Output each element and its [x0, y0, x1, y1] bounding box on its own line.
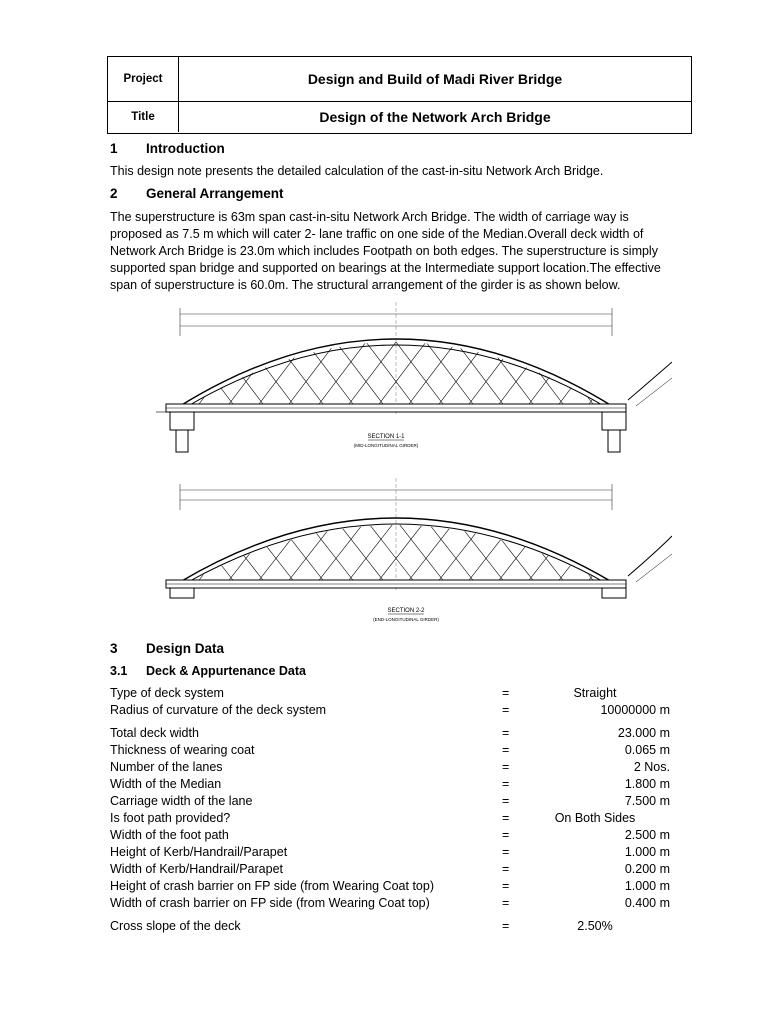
section-1-title-label: SECTION 1-1: [367, 434, 405, 440]
row-label: Radius of curvature of the deck system: [110, 703, 327, 717]
row-label: Thickness of wearing coat: [110, 743, 255, 757]
row-value: 1.000 m: [624, 845, 670, 859]
table-row: [110, 879, 670, 896]
row-equals: =: [502, 777, 510, 791]
section-3-number: 3: [110, 641, 118, 656]
row-label: Is foot path provided?: [110, 811, 231, 825]
table-row: [110, 726, 670, 743]
row-label: Number of the lanes: [110, 760, 223, 774]
row-equals: =: [502, 726, 510, 740]
section-1-title: Introduction: [146, 141, 225, 156]
section-2-elevation: [136, 456, 672, 622]
section-2-title-label: SECTION 2-2: [387, 608, 425, 614]
table-row: [110, 828, 670, 845]
section-2-number: 2: [110, 186, 118, 201]
paragraph-line: The superstructure is 63m span cast-in-situ Network Arch Bridge. The width of carriage way is: [110, 210, 629, 224]
row-value: 2.500 m: [624, 828, 670, 842]
row-label: Carriage width of the lane: [110, 794, 253, 808]
table-row: [110, 794, 670, 811]
section-3-1-number: 3.1: [110, 664, 128, 678]
row-label: Width of crash barrier on FP side (from Wearing Coat top): [110, 896, 430, 910]
row-value: 2.50%: [577, 919, 613, 933]
section-1-number: 1: [110, 141, 118, 156]
row-label: Width of Kerb/Handrail/Parapet: [110, 862, 284, 876]
row-label: Cross slope of the deck: [110, 919, 241, 933]
row-equals: =: [502, 811, 510, 825]
row-value: 10000000 m: [600, 703, 670, 717]
row-equals: =: [502, 743, 510, 757]
row-value: Straight: [573, 686, 617, 700]
section-1-elevation: [136, 296, 672, 452]
section-2-paragraph: [110, 209, 685, 294]
paragraph-line: span of superstructure is 60.0m. The structural arrangement of the girder is as shown below.: [110, 278, 621, 292]
title-row: [108, 101, 691, 132]
row-equals: =: [502, 845, 510, 859]
row-value: 0.400 m: [624, 896, 670, 910]
table-row: [110, 811, 670, 828]
row-label: Width of the foot path: [110, 828, 229, 842]
row-equals: =: [502, 760, 510, 774]
row-equals: =: [502, 703, 510, 717]
table-row: [110, 686, 670, 703]
section-1-subtitle-label: (MID-LONGITUDINAL GIRDER): [353, 443, 419, 448]
row-equals: =: [502, 794, 510, 808]
project-label: Project: [108, 57, 179, 101]
table-row: [110, 760, 670, 777]
section-3-title: Design Data: [146, 641, 225, 656]
section-2-title: General Arrangement: [146, 186, 284, 201]
paragraph-line: proposed as 7.5 m which will cater 2- lane traffic on one side of the Median.Overall deck width of: [110, 227, 644, 241]
row-value: 1.800 m: [624, 777, 670, 791]
row-value: 7.500 m: [624, 794, 670, 808]
paragraph-line: Network Arch Bridge is 23.0m which includes Footpath on both edges. The superstructure is simply: [110, 244, 658, 258]
row-value: 23.000 m: [617, 726, 670, 740]
section-3-1-title: Deck & Appurtenance Data: [146, 664, 306, 678]
header-table: [107, 56, 692, 134]
row-equals: =: [502, 686, 510, 700]
table-row: [110, 896, 670, 913]
title-value: Design of the Network Arch Bridge: [319, 108, 551, 125]
table-row: [110, 777, 670, 794]
row-value: 0.065 m: [624, 743, 670, 757]
row-value: 1.000 m: [624, 879, 670, 893]
table-row: [110, 703, 670, 720]
project-value: Design and Build of Madi River Bridge: [307, 71, 563, 87]
row-equals: =: [502, 862, 510, 876]
table-row: [110, 862, 670, 879]
row-equals: =: [502, 879, 510, 893]
section-2-subtitle-label: (END-LONGITUDINAL GIRDER): [373, 617, 439, 622]
row-equals: =: [502, 896, 510, 910]
row-label: Height of crash barrier on FP side (from Wearing Coat top): [110, 879, 434, 893]
title-label: Title: [108, 101, 179, 132]
section-1-text: This design note presents the detailed calculation of the cast-in-situ Network Arch Bridge.: [110, 164, 604, 178]
row-value: 0.200 m: [624, 862, 670, 876]
table-row: [110, 743, 670, 760]
row-equals: =: [502, 828, 510, 842]
table-row: [110, 919, 670, 936]
project-row: [108, 57, 691, 102]
row-label: Height of Kerb/Handrail/Parapet: [110, 845, 288, 859]
paragraph-line: supported span bridge and supported on bearings at the Intermediate support location.The effective: [110, 261, 661, 275]
row-label: Width of the Median: [110, 777, 222, 791]
row-equals: =: [502, 919, 510, 933]
table-row: [110, 845, 670, 862]
row-label: Type of deck system: [110, 686, 224, 700]
bridge-arrangement-drawing: [136, 296, 672, 634]
row-value: On Both Sides: [554, 811, 636, 825]
row-value: 2 Nos.: [633, 760, 670, 774]
row-label: Total deck width: [110, 726, 199, 740]
